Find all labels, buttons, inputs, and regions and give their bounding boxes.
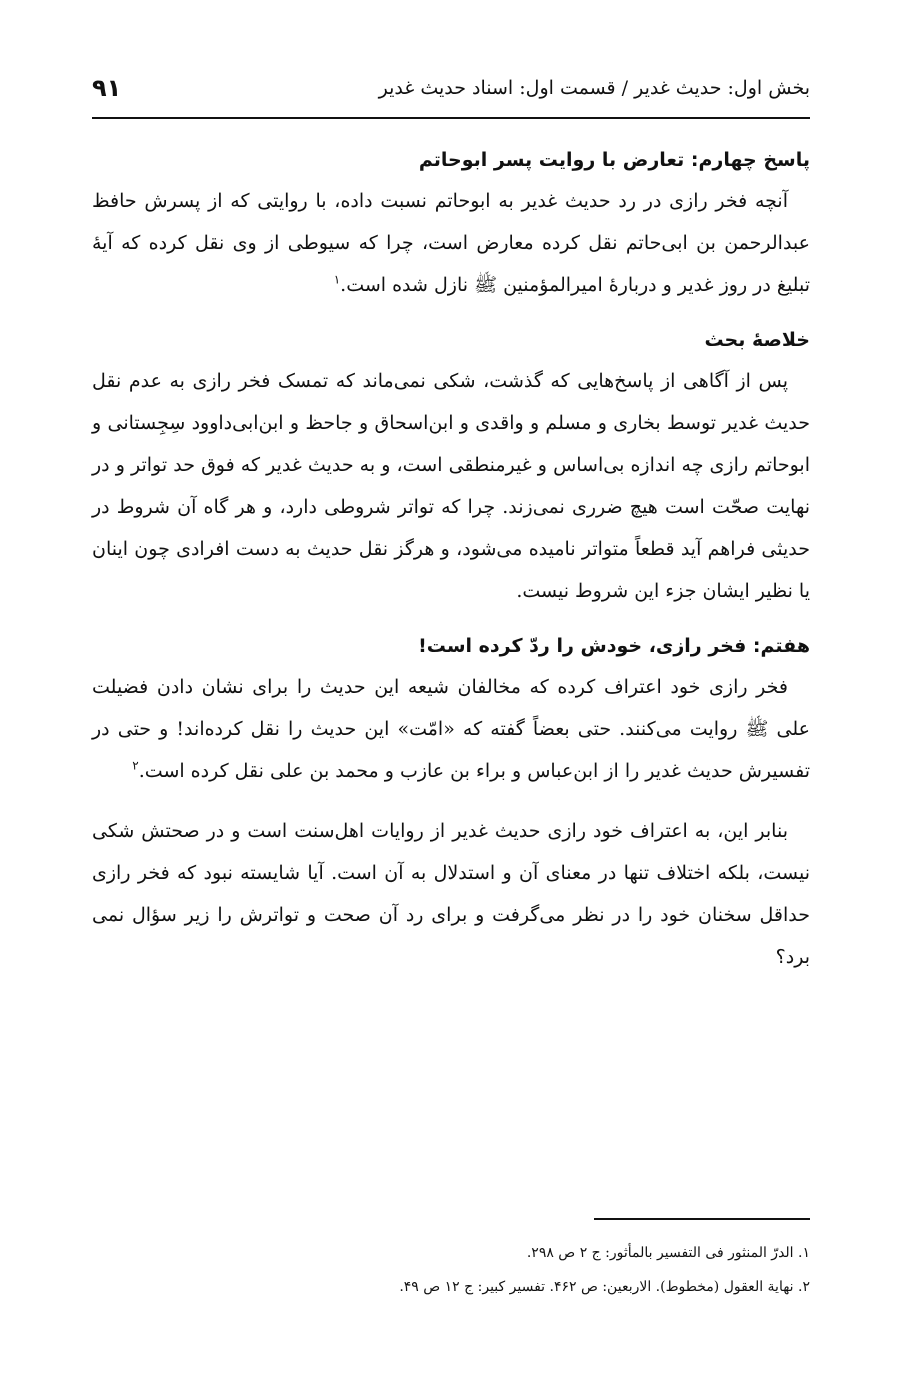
paragraph-text: آنچه فخر رازی در رد حدیث غدیر به ابوحاتم نسبت داده، با روایتی که از پسرش حافظ عبدالرحمن بن ابی‌حاتم نقل کرده معارض است، چرا که سیوطی از وی نقل کرده که آیهٔ تبلیغ در روز غدیر و دربارهٔ امیرالمؤمنین ﷺ نازل شده است. bbox=[92, 190, 810, 296]
page-number: ۹۱ bbox=[92, 74, 122, 102]
header-divider bbox=[92, 117, 810, 119]
book-page bbox=[92, 0, 810, 1390]
footnote-1: ۱. الدرّ المنثور فی التفسیر بالمأثور: ج ۲ ص ۲۹۸. bbox=[526, 1245, 810, 1261]
footnote-2: ۲. نهایة العقول (مخطوط). الاربعین: ص ۴۶۲. تفسیر کبیر: ج ۱۲ ص ۴۹. bbox=[399, 1279, 810, 1295]
paragraph-seventh bbox=[92, 666, 810, 792]
paragraph-conclusion: بنابر این، به اعتراف خود رازی حدیث غدیر از روایات اهل‌سنت است و در صحتش شکی نیست، بلکه اختلاف تنها در معنای آن و استدلال به آن است. آیا شایسته نبود که فخر رازی حداقل سخنان خود را در نظر می‌گرفت و برای رد آن صحت و تواترش را زیر سؤال نمی برد؟ bbox=[92, 820, 810, 968]
section-heading-seventh: هفتم: فخر رازی، خودش را ردّ کرده است! bbox=[418, 635, 810, 657]
footnotes bbox=[92, 1236, 810, 1304]
page-header bbox=[92, 66, 810, 110]
section-heading-answer-four: پاسخ چهارم: تعارض با روایت پسر ابوحاتم bbox=[418, 149, 810, 171]
footnote-divider bbox=[594, 1218, 810, 1220]
running-title: بخش اول: حدیث غدیر / قسمت اول: اسناد حدیث غدیر bbox=[378, 77, 810, 99]
footnote-ref-1[interactable]: ۱ bbox=[333, 272, 341, 287]
paragraph-summary: پس از آگاهی از پاسخ‌هایی که گذشت، شکی نمی‌ماند که تمسک فخر رازی به عدم نقل حدیث غدیر توسط بخاری و مسلم و واقدی و ابن‌اسحاق و جاحظ و ابن‌ابی‌داوود سِجِستانی و ابوحاتم رازی چه اندازه بی‌اساس و غیرمنطقی است، و به حدیث غدیر که فوق حد تواتر و در نهایت صحّت است هیچ ضرری نمی‌زند. چرا که تواتر شروطی دارد، و هر گاه آن شروط در حدیثی فراهم آید قطعاً متواتر نامیده می‌شود، و هرگز نقل حدیث به دست افرادی چون اینان یا نظیر ایشان جزء این شروط نیست. bbox=[92, 370, 810, 602]
paragraph-text: فخر رازی خود اعتراف کرده که مخالفان شیعه این حدیث را برای نشان دادن فضیلت علی ﷺ روایت می‌کنند. حتی بعضاً گفته که «امّت» این حدیث را نقل کرده‌اند! و حتی در تفسیرش حدیث غدیر را از ابن‌عباس و براء بن عازب و محمد بن علی نقل کرده است. bbox=[92, 676, 810, 782]
section-heading-summary: خلاصهٔ بحث bbox=[704, 329, 810, 351]
page-body bbox=[92, 140, 810, 978]
footnote-ref-2[interactable]: ۲ bbox=[132, 758, 139, 773]
paragraph-answer-four bbox=[92, 180, 810, 306]
